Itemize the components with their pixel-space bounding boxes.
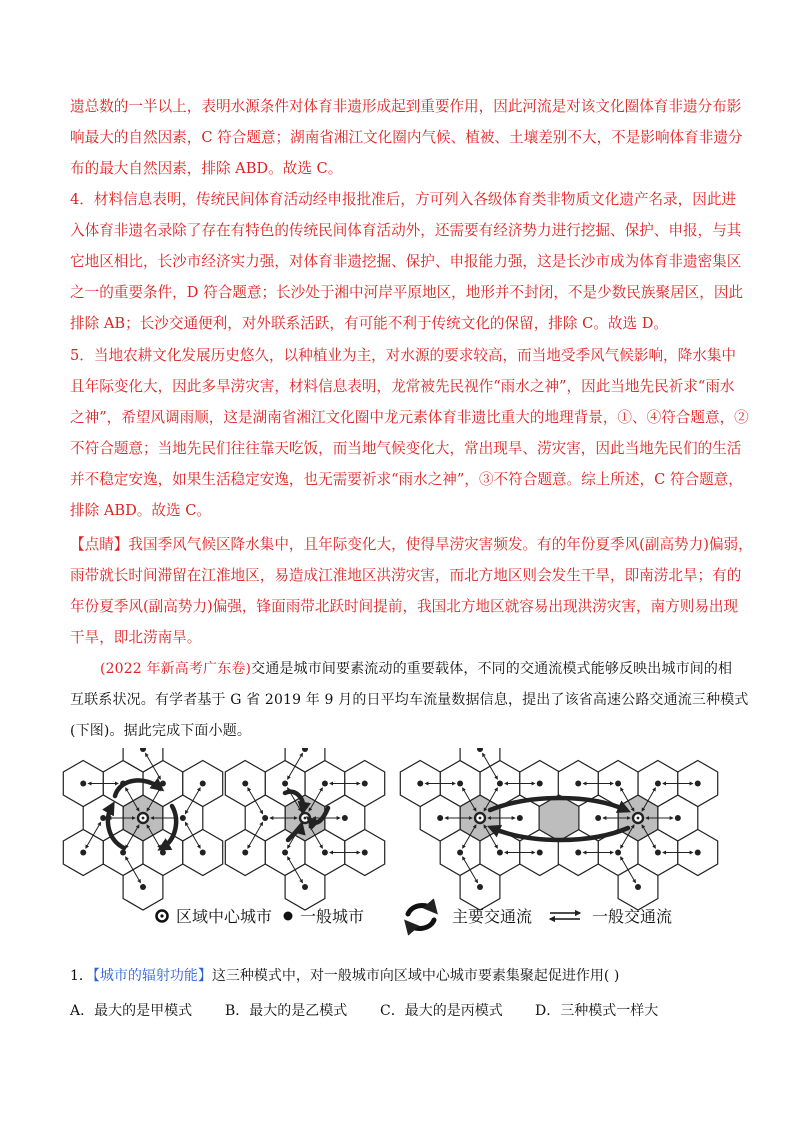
tip-block bbox=[70, 529, 753, 653]
legend-normal-city-icon bbox=[284, 912, 293, 921]
normal-city-dot bbox=[437, 815, 443, 821]
text-line: 之一的重要条件，D 符合题意；长沙处于湘中河岸平原地区，地形并不封闭，不是少数民族聚居区，因此 bbox=[70, 284, 744, 301]
center-city-dot bbox=[142, 817, 145, 820]
text-line: 并不稳定安逸，如果生活稳定安逸，也无需要祈求“雨水之神”，③不符合题意。综上所述，C 符合题意， bbox=[70, 471, 743, 488]
normal-city-dot bbox=[200, 850, 206, 856]
question-source: (2022 年新高考广东卷) bbox=[100, 661, 252, 677]
normal-city-dot bbox=[100, 815, 106, 821]
normal-city-dot bbox=[537, 781, 543, 787]
normal-city-dot bbox=[517, 815, 523, 821]
text-line: 我国季风气候区降水集中，且年际变化大，使得旱涝灾害频发。有的年份夏季风(副高势力)偏弱， bbox=[128, 536, 753, 553]
analysis-part5 bbox=[70, 340, 749, 526]
text-line: 它地区相比，长沙市经济实力强，对体育非遗挖掘、保护、申报能力强，这是长沙市成为体育非遗密集区 bbox=[70, 253, 742, 270]
normal-city-dot bbox=[282, 850, 288, 856]
text-line: 且年际变化大，因此多旱涝灾害，材料信息表明，龙常被先民视作“雨水之神”，因此当地先民祈求“雨水 bbox=[70, 378, 735, 395]
normal-city-dot bbox=[537, 850, 543, 856]
text-line: (下图)。据此完成下面小题。 bbox=[70, 723, 252, 739]
question-stem: 这三种模式中，对一般城市向区域中心城市要素集聚起促进作用( ) bbox=[211, 968, 620, 984]
normal-city-dot bbox=[635, 884, 641, 890]
analysis-part4 bbox=[70, 184, 744, 339]
option-d[interactable]: D．三种模式一样大 bbox=[535, 1003, 659, 1019]
normal-city-dot bbox=[140, 884, 146, 890]
normal-city-dot bbox=[497, 781, 503, 787]
normal-city-dot bbox=[417, 781, 423, 787]
legend-center-city-icon bbox=[157, 911, 168, 922]
center-city-dot bbox=[304, 817, 307, 820]
normal-city-dot bbox=[200, 781, 206, 787]
text-line: 排除 ABD。故选 C。 bbox=[70, 502, 211, 519]
normal-city-dot bbox=[362, 850, 368, 856]
normal-city-dot bbox=[180, 815, 186, 821]
legend-center-city-label: 区域中心城市 bbox=[176, 907, 273, 926]
text-line: 排除 AB；长沙交通便利，对外联系活跃，有可能不利于传统文化的保留，排除 C。故选 D。 bbox=[70, 315, 669, 332]
legend-main-flow-label: 主要交通流 bbox=[452, 907, 533, 926]
question-1-options bbox=[70, 1000, 732, 1020]
legend-normal-city-label: 一般城市 bbox=[300, 907, 365, 926]
traffic-flow-patterns-figure bbox=[60, 748, 740, 948]
option-a[interactable]: A．最大的是甲模式 bbox=[70, 1003, 193, 1019]
legend-main-flow-icon bbox=[408, 905, 434, 928]
text-line: 布的最大自然因素，排除 ABD。故选 C。 bbox=[70, 160, 343, 177]
text-line: 干旱，即北涝南旱。 bbox=[70, 629, 202, 646]
normal-city-dot bbox=[675, 815, 681, 821]
normal-city-dot bbox=[497, 850, 503, 856]
analysis-part3 bbox=[70, 91, 743, 184]
normal-city-dot bbox=[595, 815, 601, 821]
normal-city-dot bbox=[262, 815, 268, 821]
text-line: 响最大的自然因素，C 符合题意；湖南省湘江文化圈内气候、植被、土壤差别不大，不是影响体育非遗分 bbox=[70, 129, 743, 146]
pattern-bing bbox=[400, 748, 717, 910]
normal-city-dot bbox=[575, 850, 581, 856]
option-b[interactable]: B．最大的是乙模式 bbox=[225, 1003, 348, 1019]
text-line: 雨带就长时间滞留在江淮地区，易造成江淮地区洪涝灾害，而北方地区则会发生干旱，即南涝北旱；有的 bbox=[70, 567, 742, 584]
normal-city-dot bbox=[80, 781, 86, 787]
question-passage bbox=[70, 654, 749, 747]
center-city-dot bbox=[479, 817, 482, 820]
normal-city-dot bbox=[160, 781, 166, 787]
normal-city-dot bbox=[695, 781, 701, 787]
tip-label: 【点睛】 bbox=[70, 536, 129, 553]
normal-city-dot bbox=[362, 781, 368, 787]
normal-city-dot bbox=[160, 850, 166, 856]
text-line: 互联系状况。有学者基于 G 省 2019 年 9 月的日平均车流量数据信息，提出了该省高速公路交通流三种模式 bbox=[70, 692, 749, 708]
normal-city-dot bbox=[282, 781, 288, 787]
pattern-jia bbox=[63, 748, 222, 910]
normal-city-dot bbox=[477, 884, 483, 890]
normal-city-dot bbox=[342, 815, 348, 821]
normal-city-dot bbox=[695, 850, 701, 856]
text-line: 遗总数的一半以上，表明水源条件对体育非遗形成起到重要作用，因此河流是对该文化圈体育非遗分布影 bbox=[70, 98, 742, 115]
normal-city-dot bbox=[120, 850, 126, 856]
normal-city-dot bbox=[655, 850, 661, 856]
option-c[interactable]: C．最大的是丙模式 bbox=[380, 1003, 503, 1019]
normal-city-dot bbox=[242, 850, 248, 856]
normal-city-dot bbox=[615, 781, 621, 787]
text-line: 入体育非遗名录除了存在有特色的传统民间体育活动外，还需要有经济势力进行挖掘、保护、申报，与其 bbox=[70, 222, 742, 239]
figure-legend bbox=[157, 905, 673, 928]
normal-city-dot bbox=[457, 850, 463, 856]
text-line: 5．当地农耕文化发展历史悠久，以种植业为主，对水源的要求较高，而当地受季风气候影响，降水集中 bbox=[70, 347, 737, 364]
text-line: 之神”，希望风调雨顺，这是湖南省湘江文化圈中龙元素体育非遗比重大的地理背景，①、④符合题意，② bbox=[70, 409, 749, 426]
legend-normal-flow-label: 一般交通流 bbox=[592, 907, 673, 926]
text-line: 交通是城市间要素流动的重要载体，不同的交通流模式能够反映出城市间的相 bbox=[251, 661, 733, 677]
normal-city-dot bbox=[575, 781, 581, 787]
normal-city-dot bbox=[80, 850, 86, 856]
question-tag: 【城市的辐射功能】 bbox=[92, 968, 212, 984]
center-city-dot bbox=[637, 817, 640, 820]
normal-city-dot bbox=[655, 781, 661, 787]
pattern-yi bbox=[225, 748, 384, 910]
legend-normal-flow-icon bbox=[550, 913, 580, 919]
text-line: 不符合题意；当地先民们往往靠天吃饭，而当地气候变化大，常出现旱、涝灾害，因此当地先民们的生活 bbox=[70, 440, 742, 457]
normal-city-dot bbox=[322, 850, 328, 856]
text-line: 4．材料信息表明，传统民间体育活动经申报批准后，方可列入各级体育类非物质文化遗产名录，因此进 bbox=[70, 191, 737, 208]
question-number: 1． bbox=[70, 968, 93, 984]
normal-city-dot bbox=[242, 781, 248, 787]
normal-city-dot bbox=[302, 884, 308, 890]
normal-city-dot bbox=[322, 781, 328, 787]
normal-city-dot bbox=[615, 850, 621, 856]
question-1 bbox=[70, 965, 732, 985]
text-line: 年份夏季风(副高势力)偏强，锋面雨带北跃时间提前，我国北方地区就容易出现洪涝灾害，南方则易出现 bbox=[70, 598, 739, 615]
normal-city-dot bbox=[457, 781, 463, 787]
